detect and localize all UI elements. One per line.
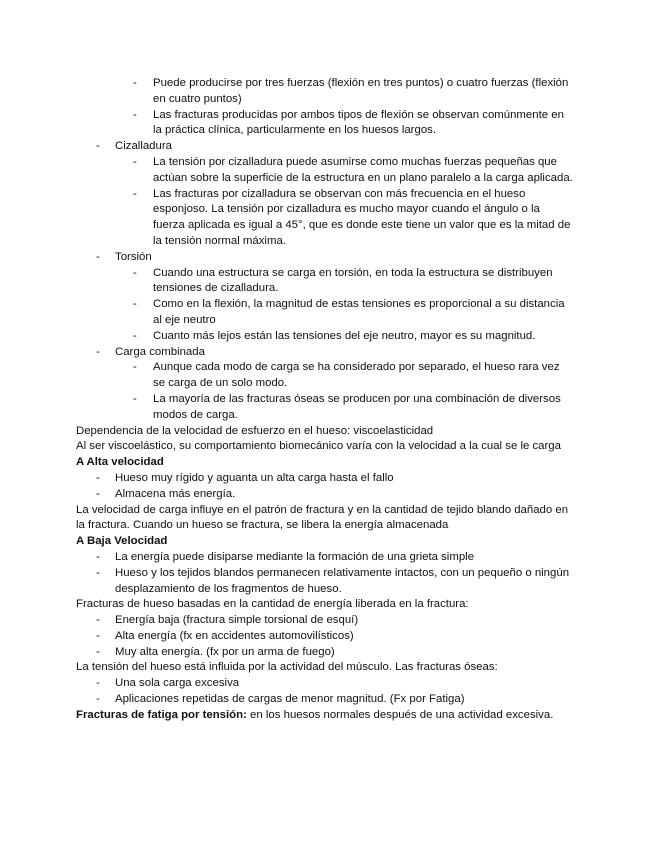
list-item: - La energía puede disiparse mediante la formación de una grieta simple xyxy=(96,550,475,563)
list-item: - Aplicaciones repetidas de cargas de menor magnitud. (Fx por Fatiga) xyxy=(96,693,465,706)
section-cizalladura: - Cizalladura xyxy=(96,140,172,153)
list-item: - Hueso muy rígido y aguanta un alta carga hasta el fallo xyxy=(96,471,394,484)
list-item: - Hueso y los tejidos blandos permanecen relativamente intactos, con un pequeño o ningún desplazamiento de los fragmentos de hueso. xyxy=(96,566,570,595)
list-item: - Puede producirse por tres fuerzas (flexión en tres puntos) o cuatro fuerzas (flexión en cuatro puntos) xyxy=(133,77,569,105)
section-torsion: - Torsión xyxy=(96,250,152,263)
paragraph-viscoelastico: Al ser viscoelástico, su comportamiento biomecánico varía con la velocidad a la cual se le carga xyxy=(76,440,561,453)
list-item: - Muy alta energía. (fx por un arma de fuego) xyxy=(96,645,335,658)
paragraph-fracturas-energia: Fracturas de hueso basadas en la cantidad de energía liberada en la fractura: xyxy=(76,598,469,611)
list-item: - Como en la flexión, la magnitud de estas tensiones es proporcional a su distancia al eje neutro xyxy=(133,298,565,326)
paragraph-dependencia: Dependencia de la velocidad de esfuerzo en el hueso: viscoelasticidad xyxy=(76,424,434,437)
list-item: - Aunque cada modo de carga se ha considerado por separado, el hueso rara vez se carga de un solo modo. xyxy=(133,361,560,390)
list-item: - Almacena más energía. xyxy=(96,487,236,500)
list-item: - La tensión por cizalladura puede asumirse como muchas fuerzas pequeñas que actúan sobre la superficie de la estructura en un plano paralelo a la carga aplicada. xyxy=(133,155,573,184)
list-item: - La mayoría de las fracturas óseas se producen por una combinación de diversos modos de carga. xyxy=(133,392,561,421)
list-item: - Las fracturas por cizalladura se observan con más frecuencia en el hueso esponjoso. La tensión por cizalladura es mucho mayor cuando el ángulo o la fuerza aplicada es igual a 45°, que es donde este tiene un valor que es la mitad de la tensión normal máxima. xyxy=(133,187,571,247)
list-item: - Las fracturas producidas por ambos tipos de flexión se observan comúnmente en la práctica clínica, particularmente en los huesos largos. xyxy=(133,108,564,137)
paragraph-fatiga: Fracturas de fatiga por tensión: en los huesos normales después de una actividad excesiva. xyxy=(76,708,554,721)
heading-baja-velocidad: A Baja Velocidad xyxy=(76,535,168,548)
paragraph-musculo: La tensión del hueso está influida por la actividad del músculo. Las fracturas óseas: xyxy=(76,661,498,674)
list-item: - Una sola carga excesiva xyxy=(96,677,240,690)
section-carga-combinada: - Carga combinada xyxy=(96,345,205,358)
paragraph-velocidad-carga: La velocidad de carga influye en el patrón de fractura y en la cantidad de tejido blando dañado en la fractura. Cuando un hueso se fractura, se libera la energía almacenada xyxy=(76,503,569,532)
list-item: - Cuanto más lejos están las tensiones del eje neutro, mayor es su magnitud. xyxy=(133,329,536,342)
list-item: - Energía baja (fractura simple torsional de esquí) xyxy=(96,614,359,627)
document-page xyxy=(0,76,655,724)
heading-alta-velocidad: A Alta velocidad xyxy=(76,456,164,469)
list-item: - Cuando una estructura se carga en torsión, en toda la estructura se distribuyen tensiones de cizalladura. xyxy=(133,266,553,295)
list-item: - Alta energía (fx en accidentes automovilísticos) xyxy=(96,629,354,642)
